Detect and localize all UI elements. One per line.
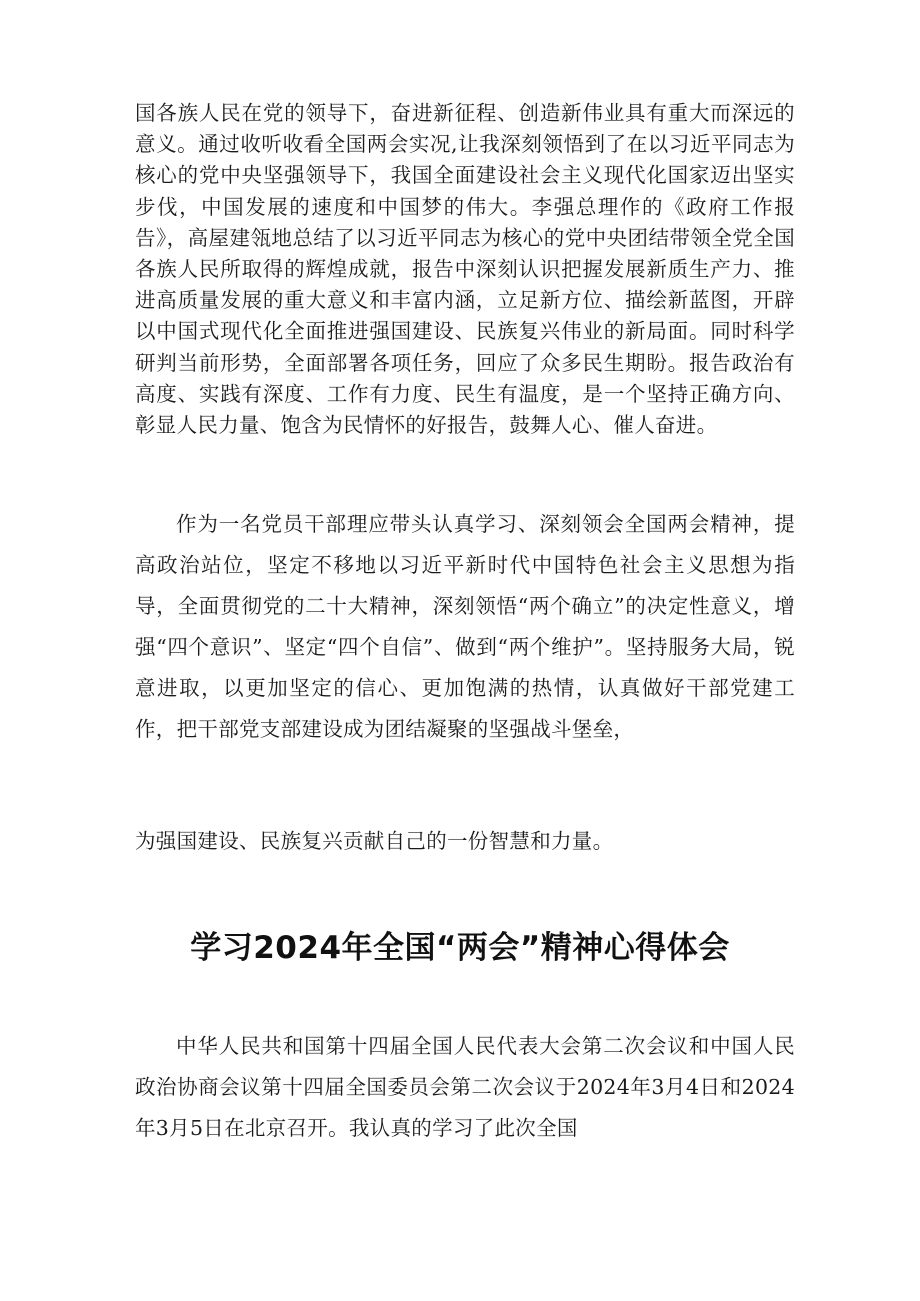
body-paragraph-3: 中华人民共和国第十四届全国人民代表大会第二次会议和中国人民政治协商会议第十四届全国委员会第二次会议于2024年3月4日和2024年3月5日在北京召开。我认真的学习了此次全国 <box>135 1034 795 1140</box>
body-paragraph-1: 国各族人民在党的领导下，奋进新征程、创造新伟业具有重大而深远的意义。通过收听收看全国两会实况,让我深刻领悟到了在以习近平同志为核心的党中央坚强领导下，我国全面建设社会主义现代化国家迈出坚实步伐，中国发展的速度和中国梦的伟大。李强总理作的《政府工作报告》，高屋建瓴地总结了以习近平同志为核心的党中央团结带领全党全国各族人民所取得的辉煌成就，报告中深刻认识把握发展新质生产力、推进高质量发展的重大意义和丰富内涵，立足新方位、描绘新蓝图，开辟以中国式现代化全面推进强国建设、民族复兴伟业的新局面。同时科学研判当前形势，全面部署各项任务，回应了众多民生期盼。报告政治有高度、实践有深度、工作有力度、民生有温度，是一个坚持正确方向、彰显人民力量、饱含为民情怀的好报告，鼓舞人心、催人奋进。 <box>135 101 795 438</box>
body-paragraph-2: 作为一名党员干部理应带头认真学习、深刻领会全国两会精神，提高政治站位，坚定不移地以习近平新时代中国特色社会主义思想为指导，全面贯彻党的二十大精神，深刻领悟“两个确立”的决定性意义，增强“四个意识”、坚定“四个自信”、做到“两个维护”。坚持服务大局，锐意进取，以更加坚定的信心、更加饱满的热情，认真做好干部党建工作，把干部党支部建设成为团结凝聚的坚强战斗堡垒， <box>135 512 795 741</box>
body-paragraph-2-tail: 为强国建设、民族复兴贡献自己的一份智慧和力量。 <box>135 829 614 853</box>
section-title: 学习2024年全国“两会”精神心得体会 <box>190 930 730 966</box>
